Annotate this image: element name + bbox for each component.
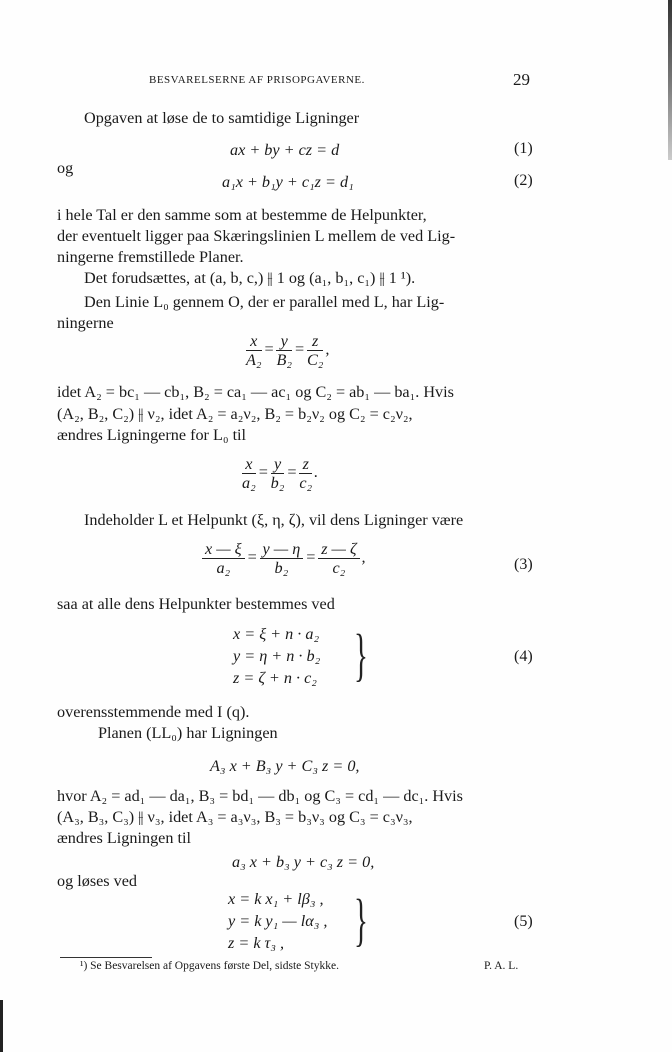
equation-5-line: y = k y₁ — lα₃ , xyxy=(228,912,328,930)
author-signature: P. A. L. xyxy=(484,960,519,972)
scan-edge-shadow-bottom xyxy=(0,1000,3,1052)
numerator: x — ξ xyxy=(202,540,245,559)
equation-line-L0-reduced: $\frac{x}{\text{a₂}}$ = $\frac{y}{\text{b₂}}$ = $\frac{z}{\text{c₂}}$ . xyxy=(242,455,319,492)
conjunction-og: og xyxy=(57,159,74,177)
paragraph-line: Den Linie L₀ gennem O, der er parallel med L, har Lig- xyxy=(84,293,445,311)
paragraph-line: (A₂, B₂, C₂) ⫲ ν₂, idet A₂ = a₂ν₂, B₂ = b₂ν₂ og C₂ = c₂ν₂, xyxy=(57,405,413,423)
equation-number-2: (2) xyxy=(514,172,533,189)
numerator: y xyxy=(271,455,285,474)
equation-4-line: z = ζ + n · c₂ xyxy=(233,669,317,687)
running-header: BESVARELSERNE AF PRISOPGAVERNE. xyxy=(149,74,365,86)
equation-4-line: y = η + n · b₂ xyxy=(233,647,321,665)
denominator: B₂ xyxy=(276,351,292,369)
equation-5-line: x = k x₁ + lβ₃ , xyxy=(228,890,324,908)
paragraph-line: ændres Ligningen til xyxy=(57,829,191,847)
paragraph-plane: Planen (LL₀) har Ligningen xyxy=(98,724,278,742)
page-number: 29 xyxy=(513,70,530,89)
equation-5-line: z = k τ₃ , xyxy=(228,934,285,952)
denominator: c₂ xyxy=(332,559,346,577)
denominator: A₂ xyxy=(246,351,262,369)
paragraph-helpunkt: Indeholder L et Helpunkt (ξ, η, ζ), vil dens Ligninger være xyxy=(84,511,464,529)
numerator: y xyxy=(276,332,292,351)
numerator: z xyxy=(299,455,312,474)
footnote: ¹) Se Besvarelsen af Opgavens første Del, sidste Stykke. xyxy=(80,960,339,972)
equation-number-5: (5) xyxy=(514,913,533,930)
denominator: a₂ xyxy=(242,474,256,492)
equation-number-4: (4) xyxy=(514,648,533,665)
punctuation: , xyxy=(361,548,366,567)
equation-line-L0: $\frac{x}{\text{A₂}}$ = $\frac{y}{\text{B₂}}$ = $\frac{z}{\text{C₂}}$ , xyxy=(246,332,330,369)
right-brace-icon: } xyxy=(354,622,368,687)
paragraph-line: ændres Ligningerne for L₀ til xyxy=(57,426,247,444)
paragraph-line: idet A₂ = bc₁ — cb₁, B₂ = ca₁ — ac₁ og C₂ = ab₁ — ba₁. Hvis xyxy=(57,383,454,401)
numerator: x xyxy=(242,455,256,474)
footnote-rule xyxy=(60,957,152,958)
equation-1: ax + by + cz = d xyxy=(230,141,340,159)
denominator: b₂ xyxy=(274,559,289,577)
denominator: C₂ xyxy=(306,351,324,369)
punctuation: . xyxy=(314,463,319,482)
denominator: a₂ xyxy=(216,559,231,577)
paragraph-line: saa at alle dens Helpunkter bestemmes ved xyxy=(57,595,335,613)
equation-number-1: (1) xyxy=(514,140,533,157)
paragraph-intro: Opgaven at løse de to samtidige Ligninger xyxy=(84,109,360,127)
paragraph-line: ningerne fremstillede Planer. xyxy=(57,248,244,266)
equation-number-3: (3) xyxy=(514,556,533,573)
numerator: z — ζ xyxy=(318,540,359,559)
equation-plane-reduced: a₃ x + b₃ y + c₃ z = 0, xyxy=(232,853,375,871)
paragraph-line: overensstemmende med I (q). xyxy=(57,703,250,721)
paragraph-line: i hele Tal er den samme som at bestemme de Helpunkter, xyxy=(57,206,427,224)
scan-edge-shadow xyxy=(668,0,672,160)
paragraph-line: der eventuelt ligger paa Skæringslinien L mellem de ved Lig- xyxy=(57,227,456,245)
equation-2: a₁x + b₁y + c₁z = d₁ xyxy=(222,173,354,191)
paragraph-line: hvor A₂ = ad₁ — da₁, B₃ = bd₁ — db₁ og C₃ = cd₁ — dc₁. Hvis xyxy=(57,787,463,805)
paragraph-line: ningerne xyxy=(57,314,114,332)
denominator: c₂ xyxy=(299,474,313,492)
paragraph-assumption: Det forudsættes, at (a, b, c,) ⫲ 1 og (a₁, b₁, c₁) ⫲ 1 ¹). xyxy=(84,269,416,287)
punctuation: , xyxy=(325,340,330,359)
right-brace-icon: } xyxy=(354,887,368,952)
numerator: z xyxy=(307,332,323,351)
denominator: b₂ xyxy=(270,474,285,492)
equation-plane: A₃ x + B₃ y + C₃ z = 0, xyxy=(210,757,360,775)
paragraph-line: (A₃, B₃, C₃) ⫲ ν₃, idet A₃ = a₃ν₃, B₃ = b₃ν₃ og C₃ = c₃ν₃, xyxy=(57,808,413,826)
numerator: x xyxy=(246,332,262,351)
equation-3: $\frac{x — \xi}{\text{a₂}}$ = $\frac{y — \eta}{\text{b₂}}$ = $\frac{z — \zeta}{\text{c₂}}$ , xyxy=(200,540,366,577)
paragraph-line: og løses ved xyxy=(57,872,138,890)
numerator: y — η xyxy=(260,540,304,559)
equation-4-line: x = ξ + n · a₂ xyxy=(233,625,320,643)
